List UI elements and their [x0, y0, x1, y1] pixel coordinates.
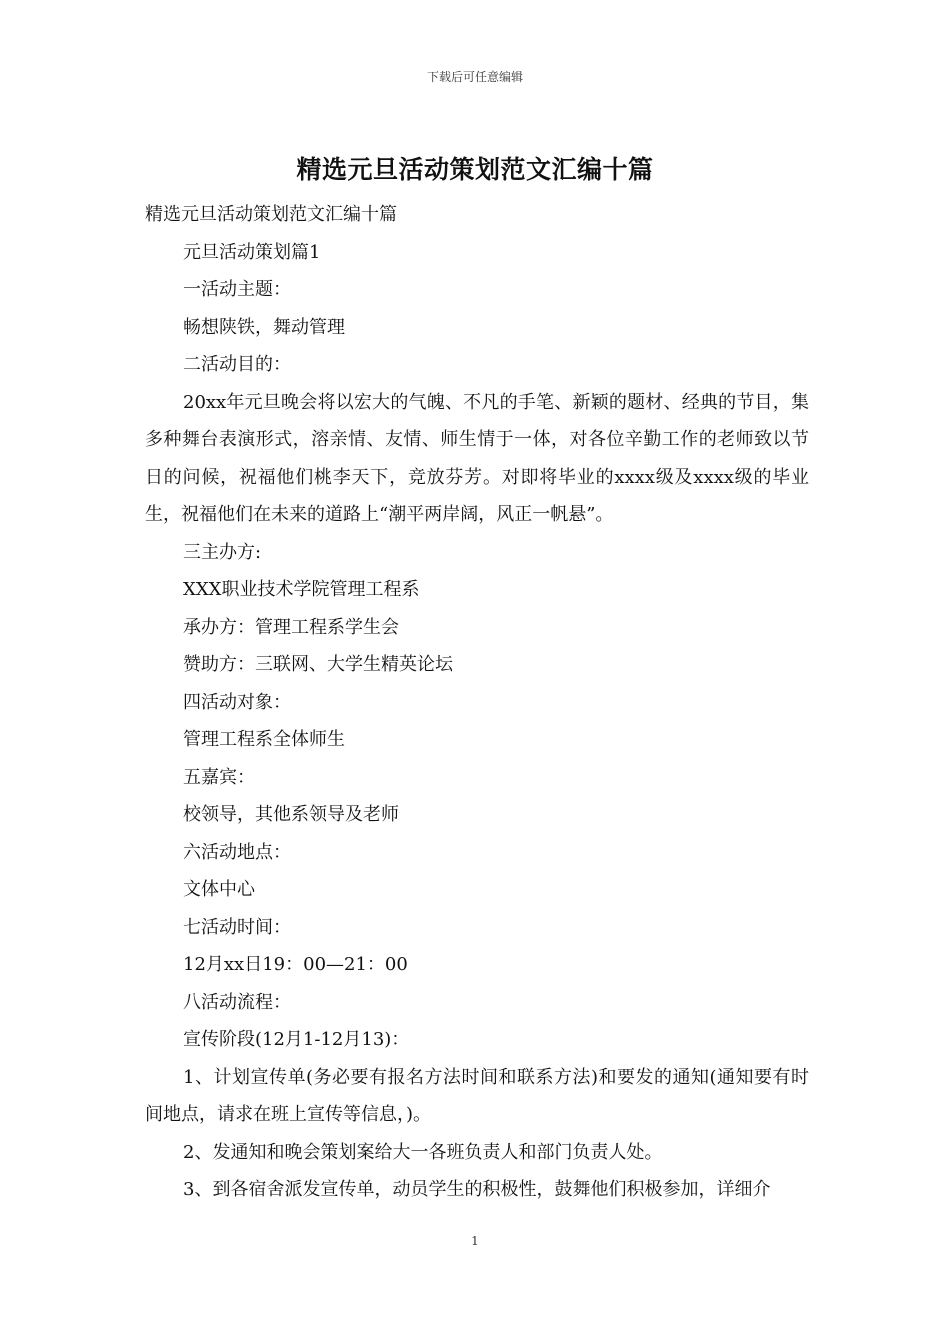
document-title: 精选元旦活动策划范文汇编十篇	[296, 155, 654, 184]
paragraph: 12月xx日19：00—21：00	[183, 954, 408, 975]
paragraph: 2、发通知和晚会策划案给大一各班负责人和部门负责人处。	[183, 1141, 663, 1163]
paragraph: 四活动对象：	[183, 691, 291, 713]
paragraph: 1、计划宣传单(务必要有报名方法时间和联系方法)和要发的通知(通知要有时间地点，请求在班上宣传等信息，)。	[145, 1066, 809, 1125]
document-body	[145, 196, 809, 1209]
paragraph: 管理工程系全体师生	[183, 729, 345, 750]
paragraph: 元旦活动策划篇1	[183, 241, 321, 263]
paragraph: 3、到各宿舍派发宣传单，动员学生的积极性，鼓舞他们积极参加，详细介	[183, 1179, 771, 1200]
paragraph: 校领导，其他系领导及老师	[183, 804, 399, 825]
paragraph: 一活动主题：	[183, 279, 291, 300]
paragraph: 八活动流程：	[183, 991, 291, 1013]
paragraph: 文体中心	[183, 879, 255, 900]
paragraph: 七活动时间：	[183, 916, 291, 938]
page-number: 1	[471, 1234, 479, 1248]
paragraph: 20xx年元旦晚会将以宏大的气魄、不凡的手笔、新颖的题材、经典的节目，集多种舞台表演形式，溶亲情、友情、师生情于一体，对各位辛勤工作的老师致以节日的问候，祝福他们桃李天下，竞放芬芳。对即将毕业的xxxx级及xxxx级的毕业生，祝福他们在未来的道路上“潮平两岸阔，风正一帆悬”。	[145, 391, 809, 525]
paragraph: 六活动地点：	[183, 841, 291, 863]
paragraph: 二活动目的：	[183, 354, 291, 375]
paragraph: 五嘉宾：	[183, 766, 255, 788]
subtitle-paragraph: 精选元旦活动策划范文汇编十篇	[145, 204, 397, 225]
paragraph: 赞助方：三联网、大学生精英论坛	[183, 654, 453, 675]
paragraph: XXX职业技术学院管理工程系	[183, 579, 420, 600]
paragraph: 三主办方:	[183, 541, 262, 563]
page-header: 下载后可任意编辑	[426, 70, 523, 84]
paragraph: 承办方：管理工程系学生会	[183, 616, 399, 638]
paragraph: 畅想陕铁，舞动管理	[183, 316, 345, 338]
paragraph: 宣传阶段(12月1-12月13)：	[183, 1029, 410, 1050]
